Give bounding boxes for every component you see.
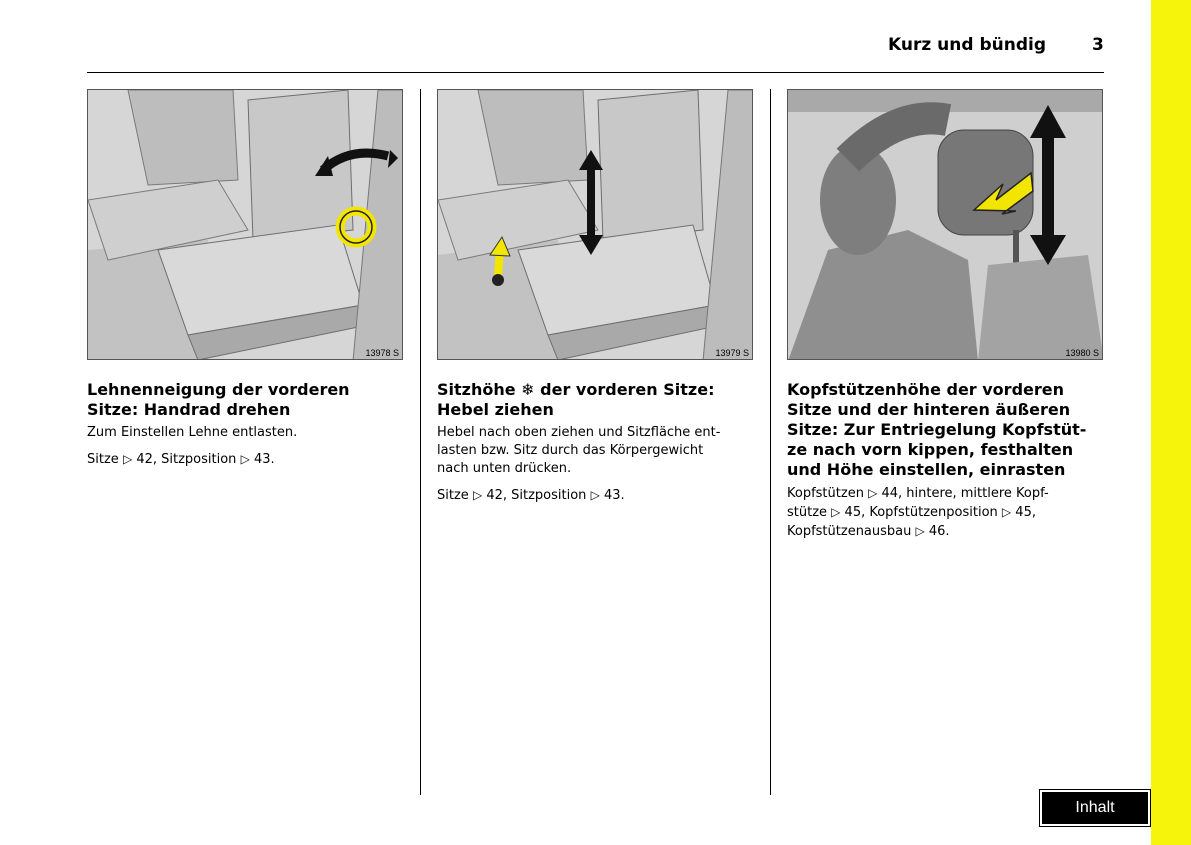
ref-page: 43. xyxy=(253,452,275,467)
cross-reference xyxy=(437,486,755,505)
ref-label: Sitze xyxy=(437,488,469,503)
body-line: nach unten drücken. xyxy=(437,461,572,476)
heading-line: Sitze: Zur Entriegelung Kopfstüt- xyxy=(787,420,1087,439)
section-heading xyxy=(87,380,405,420)
page-ref-icon: ▷ xyxy=(240,452,250,466)
body-line: Zum Einstellen Lehne entlasten. xyxy=(87,425,298,440)
cross-reference xyxy=(87,450,405,469)
ref-label: Sitzposition xyxy=(161,452,237,467)
heading-line: Lehnenneigung der vorderen xyxy=(87,380,350,399)
snowflake-icon: ❄ xyxy=(521,380,535,399)
heading-line: Kopfstützenhöhe der vorderen xyxy=(787,380,1064,399)
page-ref-icon: ▷ xyxy=(831,505,841,519)
cross-reference xyxy=(787,484,1105,541)
figure-code: 13979 S xyxy=(715,348,749,358)
figure-code: 13980 S xyxy=(1065,348,1099,358)
ref-page: 42, xyxy=(486,488,507,503)
ref-label: Kopfstützenausbau xyxy=(787,524,912,539)
page-ref-icon: ▷ xyxy=(122,452,133,466)
heading-line: ze nach vorn kippen, festhalten xyxy=(787,440,1074,459)
ref-label: Sitze xyxy=(87,452,119,467)
headrest-illustration xyxy=(788,90,1103,360)
page-ref-icon: ▷ xyxy=(868,486,878,500)
heading-line: Sitze: Handrad drehen xyxy=(87,400,291,419)
column-seat-height xyxy=(437,380,755,505)
figure-code: 13978 S xyxy=(365,348,399,358)
column-divider-2 xyxy=(770,89,771,795)
page-ref-icon: ▷ xyxy=(915,524,925,538)
section-heading xyxy=(787,380,1105,480)
ref-page: 45, xyxy=(1015,505,1036,520)
ref-page: 42, xyxy=(136,452,157,467)
column-backrest xyxy=(87,380,405,469)
ref-label: stütze xyxy=(787,505,828,520)
yellow-edge-band xyxy=(1151,0,1191,845)
ref-page: 44, hintere, mittlere Kopf- xyxy=(881,486,1049,501)
heading-line: der vorderen Sitze: xyxy=(540,380,715,399)
body-line: lasten bzw. Sitz durch das Körpergewicht xyxy=(437,443,704,458)
page-number: 3 xyxy=(1092,35,1104,55)
ref-label: Sitzposition xyxy=(511,488,587,503)
body-line: Hebel nach oben ziehen und Sitzfläche ent- xyxy=(437,425,721,440)
figure-headrest xyxy=(787,89,1103,360)
body-text xyxy=(437,424,755,478)
page-title: Kurz und bündig xyxy=(888,35,1047,55)
contents-button[interactable]: Inhalt xyxy=(1040,790,1150,826)
page-ref-icon: ▷ xyxy=(1001,505,1012,519)
section-heading xyxy=(437,380,755,420)
figure-seat-height xyxy=(437,89,753,360)
seat-illustration xyxy=(88,90,403,360)
ref-page: 45, Kopfstützenposition xyxy=(844,505,998,520)
header-divider xyxy=(87,72,1104,73)
heading-line: Sitzhöhe xyxy=(437,380,516,399)
figure-backrest-adjust xyxy=(87,89,403,360)
column-headrest xyxy=(787,380,1105,541)
heading-line: Hebel ziehen xyxy=(437,400,554,419)
heading-line: Sitze und der hinteren äußeren xyxy=(787,400,1071,419)
ref-label: Kopfstützen xyxy=(787,486,864,501)
heading-line: und Höhe einstellen, einrasten xyxy=(787,460,1066,479)
page-ref-icon: ▷ xyxy=(590,488,600,502)
column-divider-1 xyxy=(420,89,421,795)
ref-page: 46. xyxy=(928,524,950,539)
body-text xyxy=(87,424,405,442)
page-ref-icon: ▷ xyxy=(472,488,483,502)
seat-height-illustration xyxy=(438,90,753,360)
ref-page: 43. xyxy=(603,488,625,503)
